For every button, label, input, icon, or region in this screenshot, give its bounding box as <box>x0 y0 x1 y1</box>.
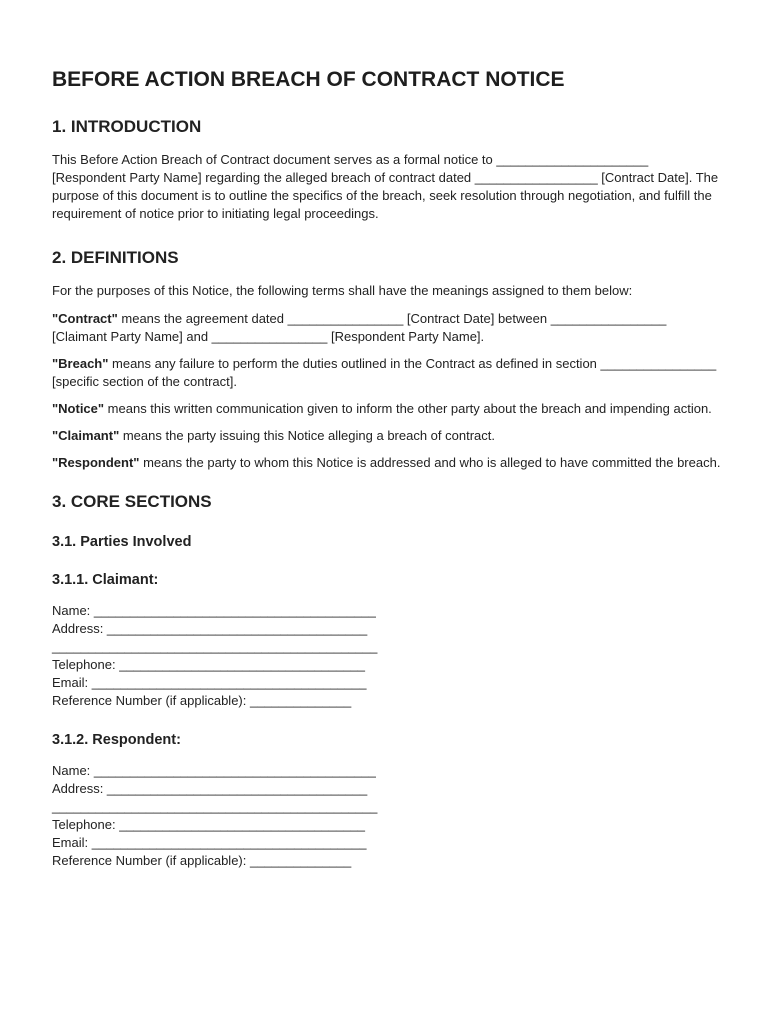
definition-respondent <box>52 454 722 472</box>
definition-text: means the party issuing this Notice alleging a breach of contract. <box>119 428 495 443</box>
document-body <box>52 68 722 892</box>
definition-text: means the party to whom this Notice is addressed and who is alleged to have committed the breach. <box>139 455 721 470</box>
definition-term: "Claimant" <box>52 428 120 443</box>
respondent-reference-line: Reference Number (if applicable): ______________ <box>52 853 352 868</box>
claimant-name-line: Name: _______________________________________ <box>52 603 376 618</box>
definition-breach <box>52 355 722 391</box>
claimant-address-line: Address: ____________________________________ <box>52 621 368 636</box>
definition-term: "Notice" <box>52 401 105 416</box>
respondent-email-line: Email: ______________________________________ <box>52 835 367 850</box>
document-title: BEFORE ACTION BREACH OF CONTRACT NOTICE <box>52 68 565 91</box>
introduction-heading: 1. INTRODUCTION <box>52 117 202 136</box>
claimant-address-line-2: _____________________________________________ <box>52 639 378 654</box>
definitions-heading: 2. DEFINITIONS <box>52 248 179 267</box>
definition-term: "Breach" <box>52 356 109 371</box>
definition-claimant <box>52 427 722 445</box>
core-sections-heading: 3. CORE SECTIONS <box>52 492 212 511</box>
definition-text: means this written communication given to inform the other party about the breach and impending action. <box>104 401 712 416</box>
respondent-heading: 3.1.2. Respondent: <box>52 732 181 748</box>
respondent-address-line-2: _____________________________________________ <box>52 799 378 814</box>
claimant-reference-line: Reference Number (if applicable): ______________ <box>52 693 352 708</box>
definition-term: "Contract" <box>52 311 118 326</box>
definition-contract <box>52 310 722 346</box>
respondent-name-line: Name: _______________________________________ <box>52 763 376 778</box>
definitions-lead: For the purposes of this Notice, the following terms shall have the meanings assigned to them below: <box>52 283 633 298</box>
claimant-form <box>52 602 722 710</box>
definition-text: means any failure to perform the duties outlined in the Contract as defined in section ________________ [specific section of the contract]. <box>52 356 717 389</box>
claimant-telephone-line: Telephone: __________________________________ <box>52 657 366 672</box>
parties-involved-heading: 3.1. Parties Involved <box>52 534 192 550</box>
respondent-form <box>52 762 722 870</box>
definition-notice <box>52 400 722 418</box>
introduction-paragraph: This Before Action Breach of Contract document serves as a formal notice to _____________________ [Respondent Party Name] regarding the alleged breach of contract dated _________________ [Contract Date]. The purpose of this document is to outline the specifics of the breach, seek resolution through negotiation, and fulfill the requirement of notice prior to initiating legal proceedings. <box>52 152 719 221</box>
definition-term: "Respondent" <box>52 455 140 470</box>
definition-text: means the agreement dated ________________ [Contract Date] between ________________ [Claimant Party Name] and ________________ [Respondent Party Name]. <box>52 311 667 344</box>
respondent-address-line: Address: ____________________________________ <box>52 781 368 796</box>
claimant-email-line: Email: ______________________________________ <box>52 675 367 690</box>
respondent-telephone-line: Telephone: __________________________________ <box>52 817 366 832</box>
claimant-heading: 3.1.1. Claimant: <box>52 572 159 588</box>
